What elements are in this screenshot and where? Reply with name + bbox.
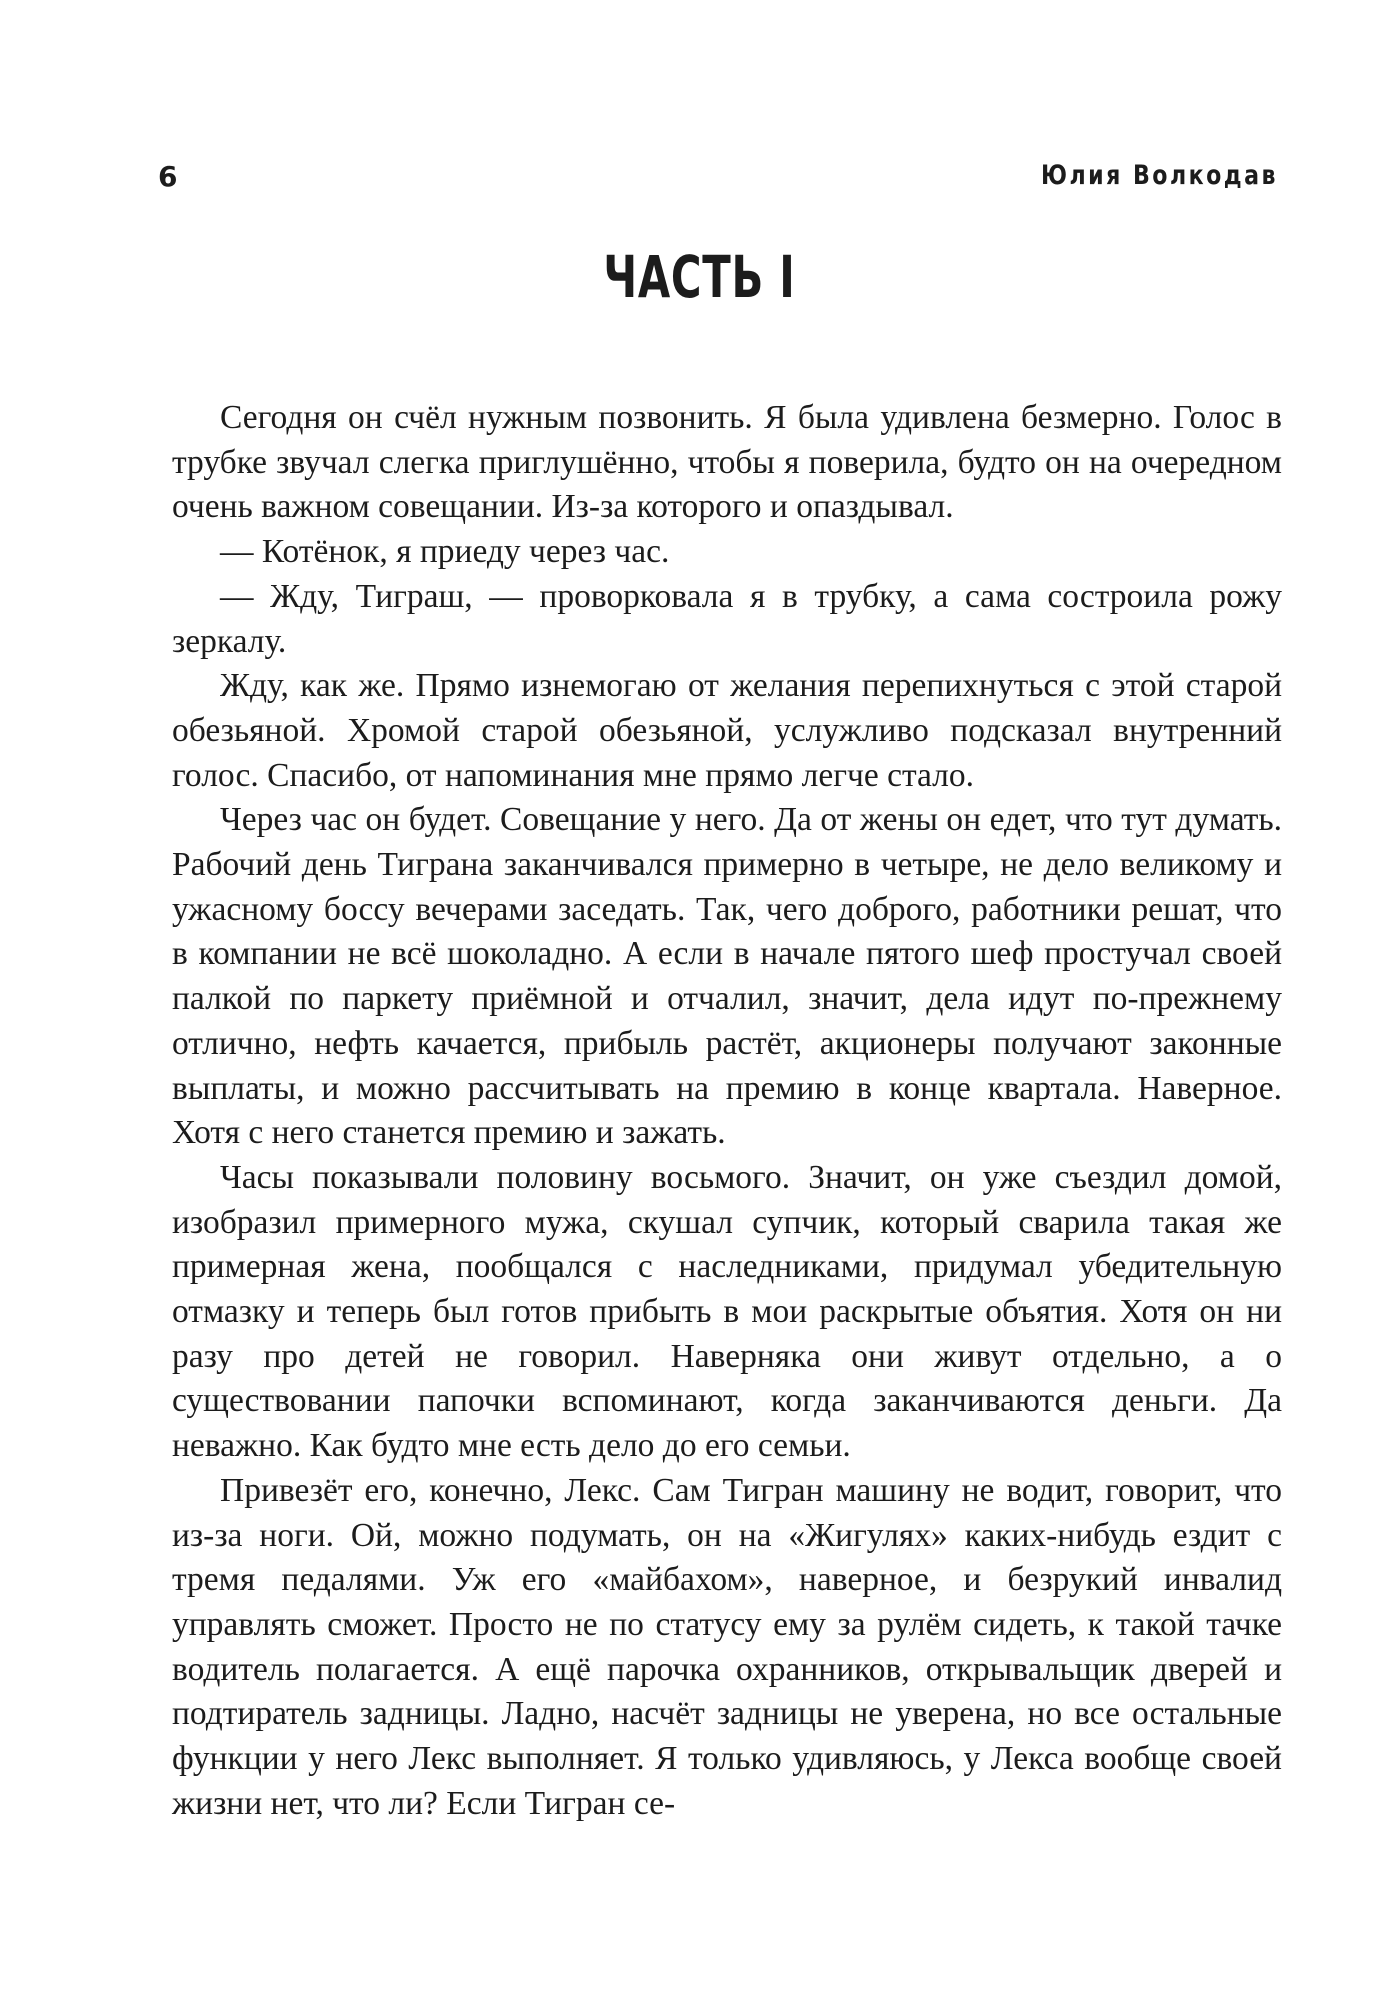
paragraph: Часы показывали половину восьмого. Значит, он уже съездил домой, изобразил примерного мужа, скушал супчик, который сварила такая же примерная жена, пообщался с наследниками, придумал убедительную отмазку и теперь был готов прибыть в мои раскрытые объятия. Хотя он ни разу про детей не говорил. Наверняка они живут отдельно, а о существовании папочки вспоминают, когда заканчиваются деньги. Да неважно. Как будто мне есть дело до его семьи. [172,1158,1282,1465]
running-head-author: Юлия Волкодав [1041,160,1278,191]
paragraph: Сегодня он счёл нужным позвонить. Я была удивлена безмерно. Голос в трубке звучал слегка приглушённо, чтобы я поверила, будто он на очередном очень важном совещании. Из-за которого и опаздывал. [172,399,1282,526]
page-number: 6 [158,160,179,193]
paragraph: Жду, как же. Прямо изнемогаю от желания перепихнуться с этой старой обезьяной. Хромой старой обезьяной, услужливо подсказал внутренний голос. Спасибо, от напоминания мне прямо легче стало. [172,667,1282,794]
body-text [172,396,1282,1827]
chapter-title [0,243,1398,311]
paragraph: Привезёт его, конечно, Лекс. Сам Тигран машину не водит, говорит, что из-за ноги. Ой, можно подумать, он на «Жигулях» каких-нибудь ездит с тремя педалями. Уж его «майбахом», наверное, и безрукий инвалид управлять сможет. Просто не по статусу ему за рулём сидеть, к такой тачке водитель полагается. А ещё парочка охранников, открывальщик дверей и подтиратель задницы. Ладно, насчёт задницы не уверена, но все остальные функции у него Лекс выполняет. Я только удивляюсь, у Лекса вообще своей жизни нет, что ли? Если Тигран се- [172,1471,1282,1822]
paragraph: Через час он будет. Совещание у него. Да от жены он едет, что тут думать. Рабочий день Тиграна заканчивался примерно в четыре, не дело великому и ужасному боссу вечерами заседать. Так, чего доброго, работники решат, что в компании не всё шоколадно. А если в начале пятого шеф простучал своей палкой по паркету приёмной и отчалил, значит, дела идут по-прежнему отлично, нефть качается, прибыль растёт, акционеры получают законные выплаты, и можно рассчитывать на премию в конце квартала. Наверное. Хотя с него станется премию и зажать. [172,801,1282,1152]
chapter-title-text: ЧАСТЬ I [602,243,796,311]
paragraph: — Жду, Тиграш, — проворковала я в трубку, а сама состроила рожу зеркалу. [172,577,1282,660]
paragraph: — Котёнок, я приеду через час. [220,533,670,571]
